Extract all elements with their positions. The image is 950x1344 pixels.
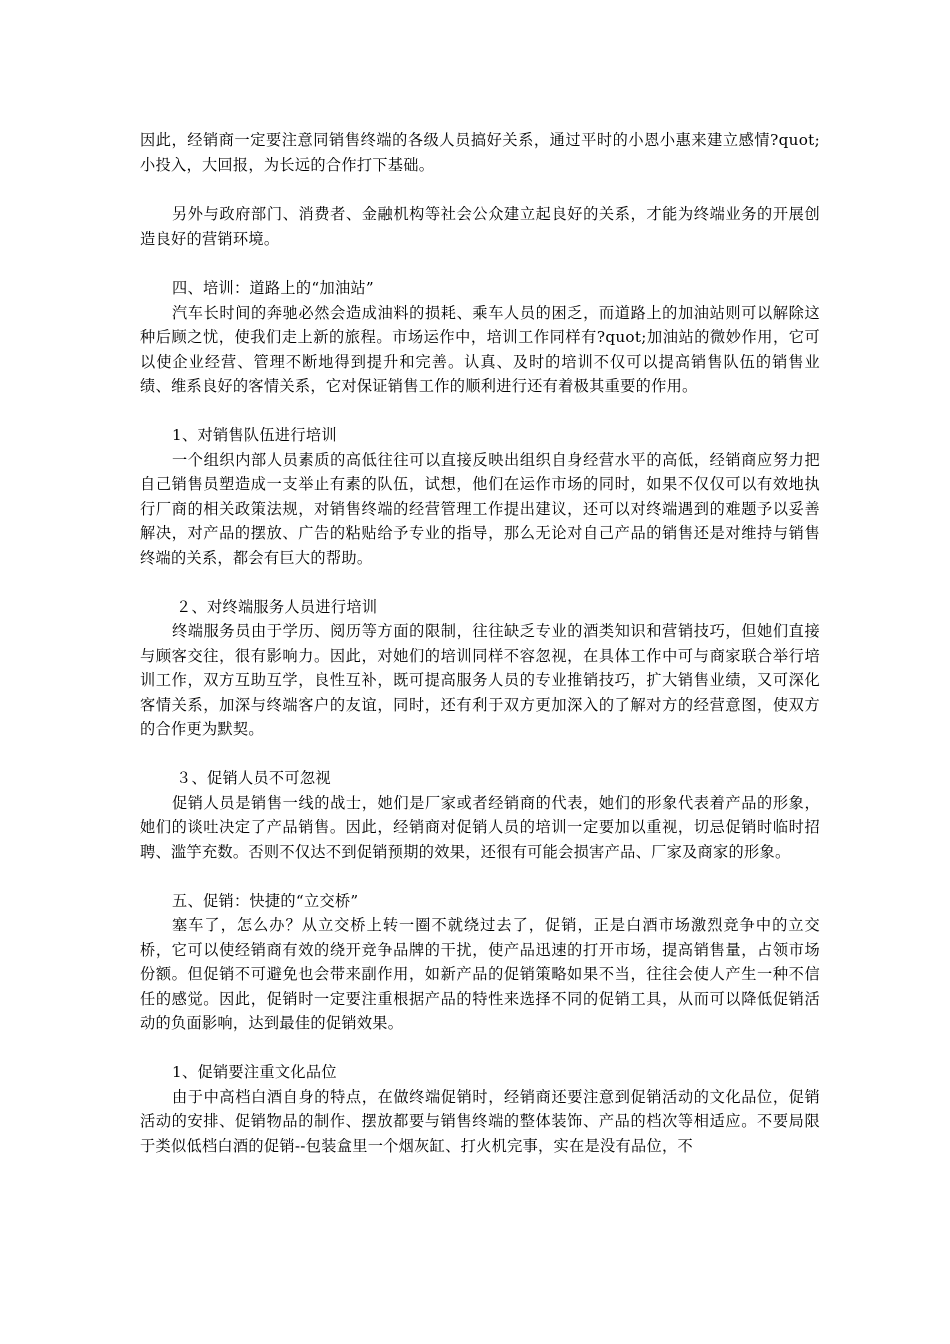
paragraph-cultural-taste: 由于中高档白酒自身的特点，在做终端促销时，经销商还要注意到促销活动的文化品位，促销活动的安排、促销物品的制作、摆放都要与销售终端的整体装饰、产品的档次等相适应。不要局限于类似低档白酒的促销--包装盒里一个烟灰缸、打火机完事，实在是没有品位，不	[140, 1087, 820, 1155]
paragraph-service-staff-training: 终端服务员由于学历、阅历等方面的限制，往往缺乏专业的酒类知识和营销技巧，但她们直接与顾客交往，很有影响力。因此，对她们的培训同样不容忽视，在具体工作中可与商家联合举行培训工作，双方互助互学，良性互补，既可提高服务人员的专业推销技巧，扩大销售业绩，又可深化客情关系，加深与终端客户的友谊，同时，还有利于双方更加深入的了解对方的经营意图，使双方的合作更为默契。	[140, 622, 820, 738]
paragraph-sales-team-training: 一个组织内部人员素质的高低往往可以直接反映出组织自身经营水平的高低，经销商应努力把自己销售员塑造成一支举止有素的队伍，试想，他们在运作市场的同时，如果不仅仅可以有效地执行厂商的相关政策法规，对销售终端的经营管理工作提出建议，还可以对终端遇到的难题予以妥善解决，对产品的摆放、广告的粘贴给予专业的指导，那么无论对自己产品的销售还是对维持与销售终端的关系，都会有巨大的帮助。	[140, 450, 820, 567]
paragraph-promotion: 塞车了，怎么办？从立交桥上转一圈不就绕过去了，促销，正是白酒市场激烈竞争中的立交桥，它可以使经销商有效的绕开竞争品牌的干扰，使产品迅速的打开市场，提高销售量，占领市场份额。但促销不可避免也会带来副作用，如新产品的促销策略如果不当，往往会使人产生一种不信任的感觉。因此，促销时一定要注重根据产品的特性来选择不同的促销工具，从而可以降低促销活动的负面影响，达到最佳的促销效果。	[140, 916, 820, 1032]
heading-cultural-taste: 1、促销要注重文化品位	[172, 1063, 337, 1081]
heading-promotion: 五、促销：快捷的“立交桥”	[172, 891, 359, 910]
heading-sales-team-training: 1、对销售队伍进行培训	[172, 426, 337, 444]
paragraph-public-relations: 另外与政府部门、消费者、金融机构等社会公众建立起良好的关系，才能为终端业务的开展创造良好的营销环境。	[140, 205, 820, 248]
heading-service-staff-training: ２、对终端服务人员进行培训	[176, 597, 378, 616]
paragraph-relationships: 因此，经销商一定要注意同销售终端的各级人员搞好关系，通过平时的小恩小惠来建立感情?quot;小投入，大回报，为长远的合作打下基础。	[140, 131, 820, 174]
heading-promoters: ３、促销人员不可忽视	[176, 769, 331, 787]
paragraph-promoters: 促销人员是销售一线的战士，她们是厂家或者经销商的代表，她们的形象代表着产品的形象，她们的谈吐决定了产品销售。因此，经销商对促销人员的培训一定要加以重视，切忌促销时临时招聘、滥竽充数。否则不仅达不到促销预期的效果，还很有可能会损害产品、厂家及商家的形象。	[140, 793, 820, 861]
heading-training: 四、培训：道路上的“加油站”	[172, 279, 374, 297]
paragraph-training: 汽车长时间的奔驰必然会造成油料的损耗、乘车人员的困乏，而道路上的加油站则可以解除这种后顾之忧，使我们走上新的旅程。市场运作中，培训工作同样有?quot;加油站的微妙作用，它可以使企业经营、管理不断地得到提升和完善。认真、及时的培训不仅可以提高销售队伍的销售业绩、维系良好的客情关系，它对保证销售工作的顺利进行还有着极其重要的作用。	[140, 303, 820, 395]
document-page	[140, 128, 820, 1158]
